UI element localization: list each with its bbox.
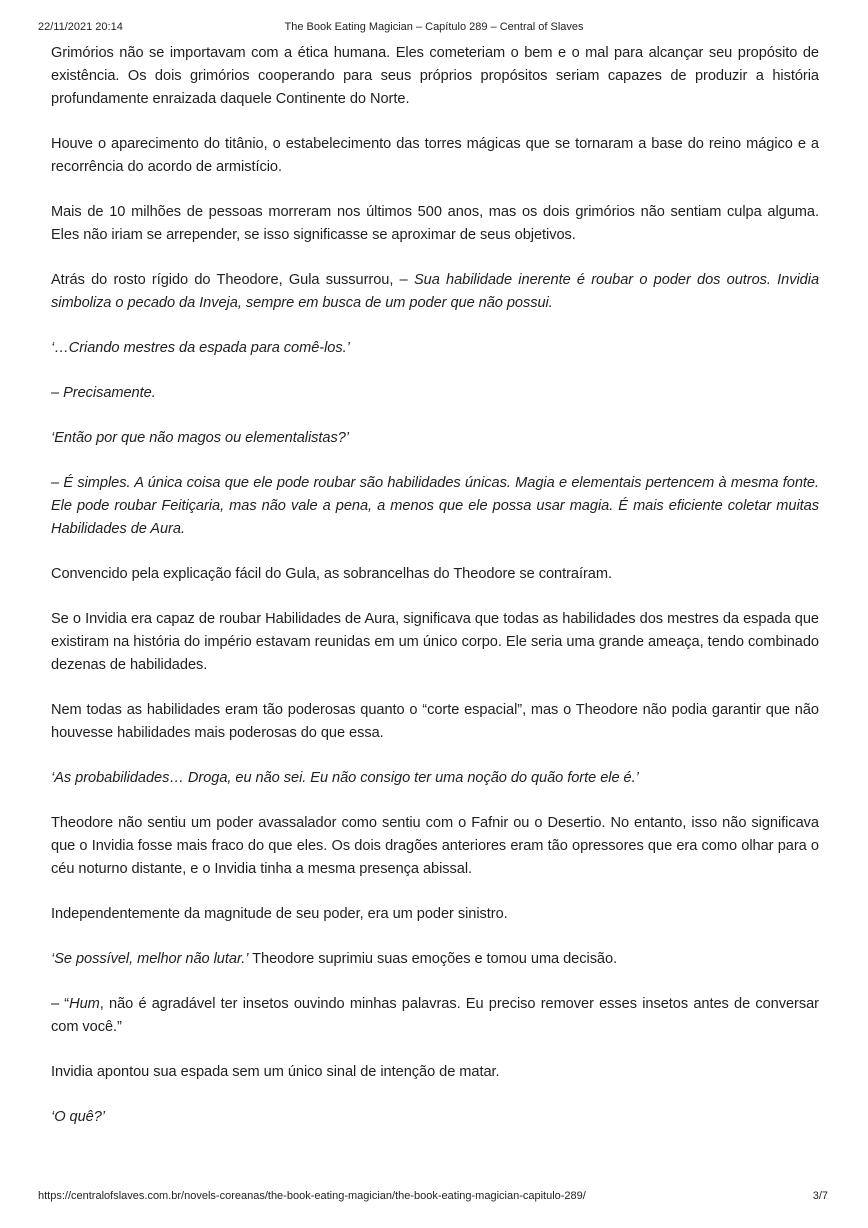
paragraph-thought: ‘…Criando mestres da espada para comê-los.’	[51, 340, 350, 356]
paragraph: Houve o aparecimento do titânio, o estabelecimento das torres mágicas que se tornaram a base do reino mágico e a recorrência do acordo de armistício.	[51, 136, 819, 175]
theodore-thought: ‘Se possível, melhor não lutar.’	[51, 951, 249, 967]
document-title: The Book Eating Magician – Capítulo 289 – Central of Slaves	[284, 21, 584, 33]
print-footer	[0, 1190, 868, 1220]
paragraph-thought: ‘Então por que não magos ou elementalistas?’	[51, 430, 349, 446]
paragraph-thought: ‘As probabilidades… Droga, eu não sei. Eu não consigo ter uma noção do quão forte ele é.’	[51, 770, 639, 786]
paragraph-thought: ‘O quê?’	[51, 1109, 105, 1125]
paragraph-dialogue: – “Hum, não é agradável ter insetos ouvindo minhas palavras. Eu preciso remover esses insetos antes de conversar com você.”	[51, 996, 819, 1035]
chapter-body	[51, 42, 819, 1151]
paragraph: Theodore não sentiu um poder avassalador como sentiu com o Fafnir ou o Desertio. No entanto, isso não significava que o Invidia fosse mais fraco do que eles. Os dois dragões anteriores eram tão opressores que era como olhar para o céu noturno distante, e o Invidia tinha a mesma presença abissal.	[51, 815, 819, 877]
paragraph: Independentemente da magnitude de seu poder, era um poder sinistro.	[51, 906, 508, 922]
paragraph: Atrás do rosto rígido do Theodore, Gula sussurrou, – Sua habilidade inerente é roubar o poder dos outros. Invidia simboliza o pecado da Inveja, sempre em busca de um poder que não possui.	[51, 272, 820, 311]
paragraph: Convencido pela explicação fácil do Gula, as sobrancelhas do Theodore se contraíram.	[51, 566, 612, 582]
page-number: 3/7	[812, 1190, 828, 1202]
paragraph: Nem todas as habilidades eram tão poderosas quanto o “corte espacial”, mas o Theodore não podia garantir que não houvesse habilidades mais poderosas do que essa.	[51, 702, 819, 741]
paragraph: Mais de 10 milhões de pessoas morreram nos últimos 500 anos, mas os dois grimórios não sentiam culpa alguma. Eles não iriam se arrepender, se isso significasse se aproximar de seus objetivos.	[51, 204, 819, 243]
paragraph-dialogue: – É simples. A única coisa que ele pode roubar são habilidades únicas. Magia e elementais pertencem à mesma fonte. Ele pode roubar Feitiçaria, mas não vale a pena, a menos que ele possa usar magia. É mais eficiente coletar muitas Habilidades de Aura.	[51, 475, 819, 537]
print-datetime: 22/11/2021 20:14	[38, 21, 123, 33]
gula-speech: Sua habilidade inerente é roubar o poder dos outros. Invidia simboliza o pecado da Inveja, sempre em busca de um poder que não possui.	[51, 272, 820, 311]
paragraph: Se o Invidia era capaz de roubar Habilidades de Aura, significava que todas as habilidades dos mestres da espada que existiram na história do império estavam reunidas em um único corpo. Ele seria uma grande ameaça, tendo combinado dezenas de habilidades.	[51, 611, 819, 673]
page-url: https://centralofslaves.com.br/novels-coreanas/the-book-eating-magician/the-book-eating-magician-capitulo-289/	[38, 1190, 586, 1202]
paragraph: ‘Se possível, melhor não lutar.’ Theodore suprimiu suas emoções e tomou uma decisão.	[51, 951, 618, 967]
paragraph: Invidia apontou sua espada sem um único sinal de intenção de matar.	[51, 1064, 500, 1080]
paragraph-dialogue: – Precisamente.	[51, 385, 156, 401]
print-header	[0, 0, 868, 40]
paragraph: Grimórios não se importavam com a ética humana. Eles cometeriam o bem e o mal para alcançar seu propósito de existência. Os dois grimórios cooperando para seus próprios propósitos seriam capazes de produzir a história profundamente enraizada daquele Continente do Norte.	[51, 45, 819, 107]
